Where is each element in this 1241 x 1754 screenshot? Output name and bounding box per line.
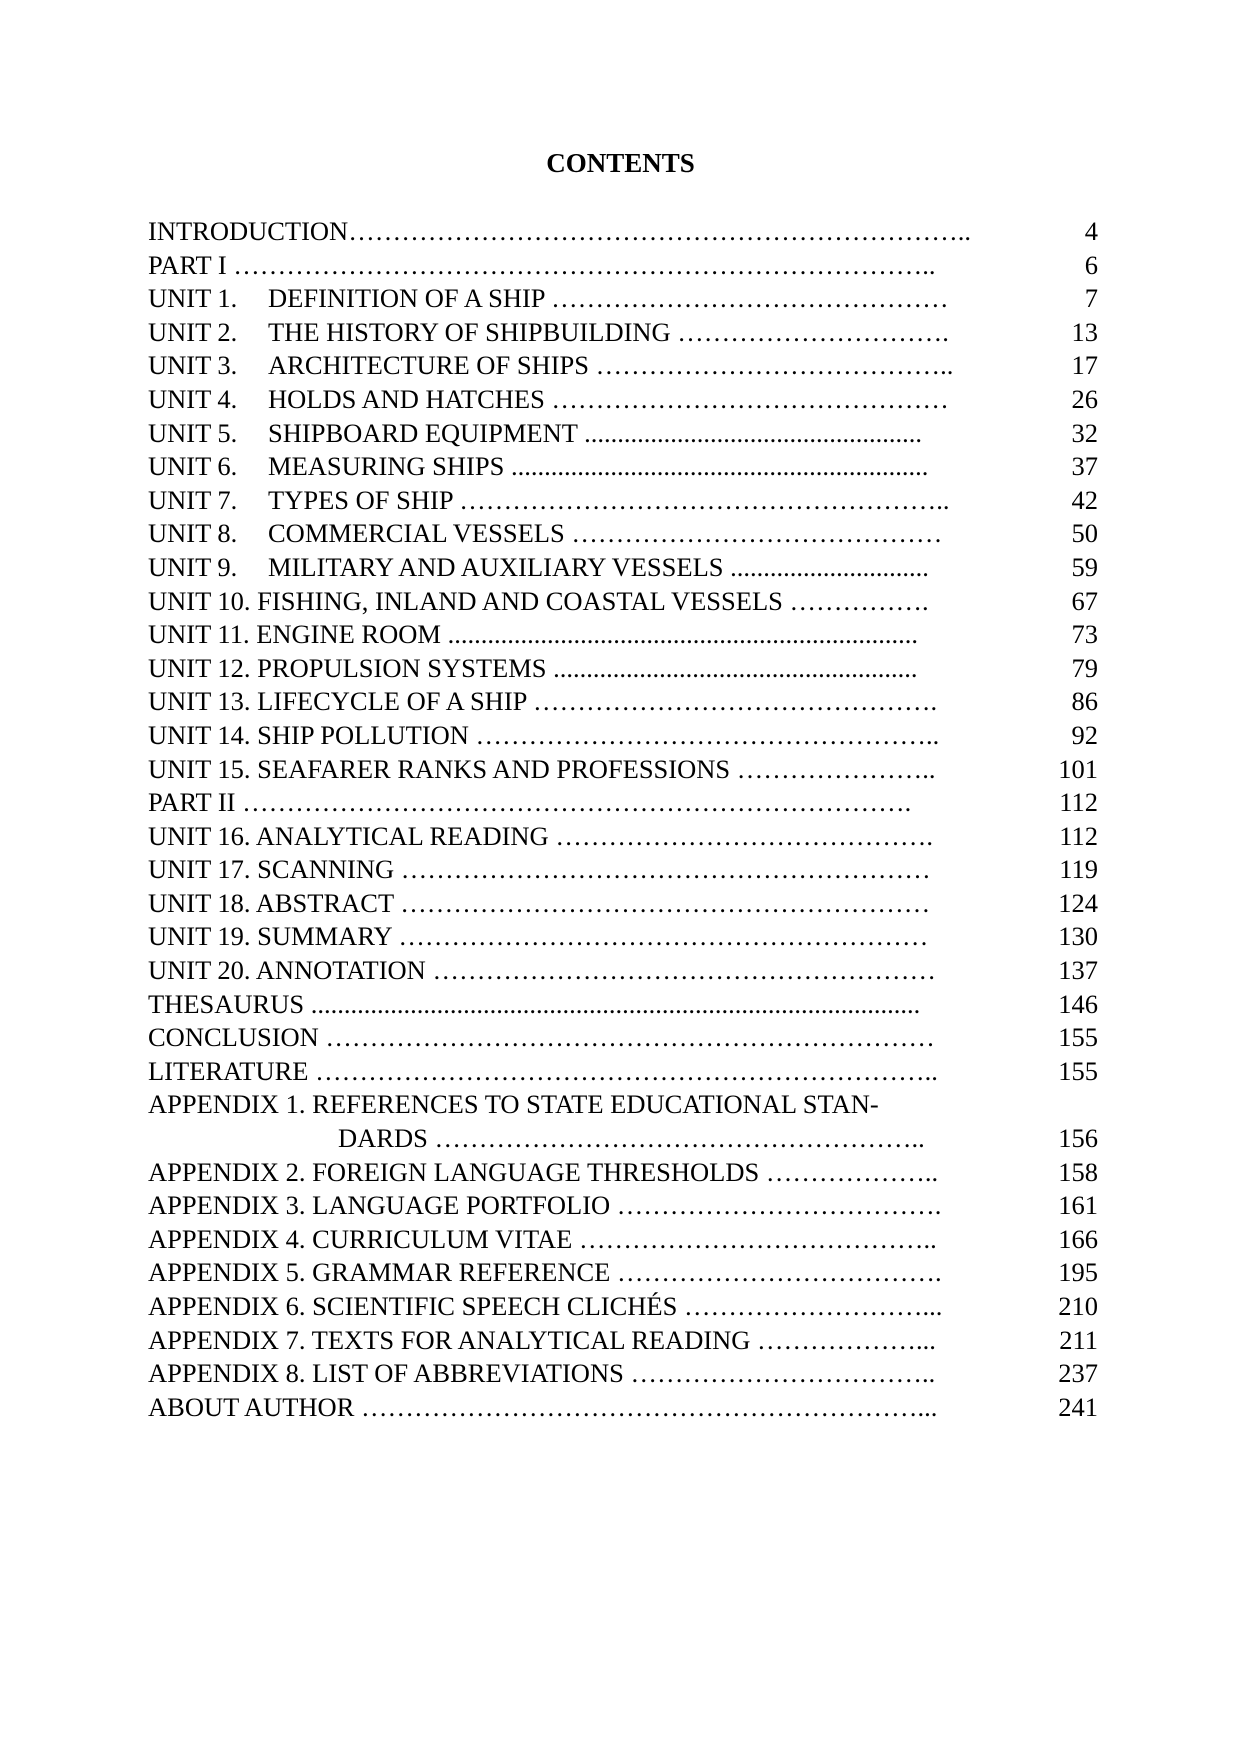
toc-entry-label (148, 517, 942, 551)
toc-entry-title: COMMERCIAL VESSELS …………………………………… (268, 518, 943, 549)
toc-entry-label: PART I …………………………………………………………………….. (148, 249, 936, 280)
toc-entry-page: 6 (1084, 249, 1098, 280)
toc-entry-page: 130 (1058, 921, 1098, 952)
toc-entry-appendix-3 (148, 1189, 1098, 1223)
toc-entry-appendix-7 (148, 1324, 1098, 1358)
toc-entry-page: 67 (1071, 585, 1098, 616)
toc-entry-label: UNIT 19. SUMMARY …………………………………………………… (148, 921, 929, 952)
toc-entry-unit-13 (148, 685, 1098, 719)
toc-entry-unit-number: UNIT 9. (148, 551, 238, 582)
toc-entry-label-continuation: DARDS ……………………………………………….. (338, 1123, 925, 1154)
toc-entry-title: DEFINITION OF A SHIP ……………………………………… (268, 283, 949, 314)
toc-entry-page: 158 (1058, 1156, 1098, 1187)
toc-entry-literature (148, 1055, 1098, 1089)
toc-entry-label: APPENDIX 7. TEXTS FOR ANALYTICAL READING ………………... (148, 1324, 936, 1355)
toc-entry-label: UNIT 17. SCANNING …………………………………………………… (148, 854, 931, 885)
toc-entry-label (148, 383, 949, 417)
toc-entry-label (148, 450, 928, 484)
toc-entry-label: UNIT 10. FISHING, INLAND AND COASTAL VESSELS ……………. (148, 585, 929, 616)
toc-entry-page: 37 (1071, 451, 1098, 482)
toc-entry-page: 59 (1071, 551, 1098, 582)
toc-entry-label: APPENDIX 6. SCIENTIFIC SPEECH CLICHÉS ………………………... (148, 1291, 943, 1321)
toc-entry-unit-number: UNIT 5. (148, 417, 238, 448)
toc-entry-unit-18 (148, 887, 1098, 921)
toc-entry-label: INTRODUCTION…………………………………………………………….. (148, 216, 971, 246)
toc-entry-page: 124 (1058, 887, 1098, 918)
toc-entry-page: 7 (1084, 283, 1098, 314)
toc-entry-unit-20 (148, 954, 1098, 988)
toc-entry-title: ARCHITECTURE OF SHIPS ………………………………….. (268, 350, 954, 381)
toc-entry-unit-11 (148, 618, 1098, 652)
toc-entry-unit-16 (148, 820, 1098, 854)
toc-entry-label: THESAURUS ............................................................................................ (148, 988, 921, 1019)
toc-entry-label: LITERATURE …………………………………………………………….. (148, 1055, 938, 1086)
toc-entry-page: 155 (1058, 1022, 1098, 1053)
toc-entry-unit-5 (148, 417, 1098, 451)
toc-entry-unit-9 (148, 551, 1098, 585)
toc-entry-unit-19 (148, 920, 1098, 954)
toc-entry-page: 146 (1058, 988, 1098, 1019)
toc-entry-part-2 (148, 786, 1098, 820)
toc-entry-title: MEASURING SHIPS ............................................................... (268, 451, 929, 482)
toc-entry-label: PART II …………………………………………………………………. (148, 787, 912, 818)
toc-entry-page: 119 (1059, 854, 1098, 885)
toc-entry-label (148, 484, 949, 518)
toc-entry-title: TYPES OF SHIP ……………………………………………….. (268, 484, 950, 515)
toc-entry-page: 13 (1071, 316, 1098, 347)
toc-entry-page: 112 (1059, 820, 1098, 851)
toc-entry-label (148, 316, 949, 350)
toc-entry-thesaurus (148, 988, 1098, 1022)
toc-entry-label: APPENDIX 5. GRAMMAR REFERENCE ………………………………. (148, 1257, 942, 1288)
toc-entry-unit-1 (148, 282, 1098, 316)
toc-entry-label (148, 417, 922, 451)
toc-entry-page: 210 (1058, 1291, 1098, 1321)
toc-entry-unit-number: UNIT 6. (148, 451, 238, 482)
toc-entry-page: 26 (1071, 383, 1098, 414)
toc-entry-page: 112 (1059, 787, 1098, 818)
toc-entry-page: 86 (1071, 686, 1098, 717)
toc-entry-label: UNIT 11. ENGINE ROOM ....................................................................... (148, 619, 918, 650)
toc-entry-title: MILITARY AND AUXILIARY VESSELS .............................. (268, 551, 929, 582)
toc-entry-unit-number: UNIT 1. (148, 283, 238, 314)
toc-entry-title: THE HISTORY OF SHIPBUILDING …………………………. (268, 316, 949, 347)
table-of-contents (148, 215, 1098, 1424)
toc-entry-unit-7 (148, 484, 1098, 518)
toc-entry-page: 50 (1071, 518, 1098, 549)
toc-entry-page: 92 (1071, 719, 1098, 750)
toc-entry-appendix-4 (148, 1223, 1098, 1257)
toc-entry-label: UNIT 16. ANALYTICAL READING ……………………………………. (148, 820, 933, 851)
toc-entry-page: 161 (1058, 1190, 1098, 1221)
toc-entry-label: UNIT 15. SEAFARER RANKS AND PROFESSIONS ………………….. (148, 753, 936, 784)
toc-entry-label: UNIT 12. PROPULSION SYSTEMS ....................................................... (148, 652, 918, 683)
page-title: CONTENTS (546, 148, 695, 178)
toc-entry-label: CONCLUSION …………………………………………………………… (148, 1022, 935, 1053)
toc-entry-page: 73 (1071, 619, 1098, 650)
toc-entry-unit-number: UNIT 2. (148, 316, 238, 347)
toc-entry-page: 195 (1058, 1257, 1098, 1288)
toc-entry-unit-2 (148, 316, 1098, 350)
toc-entry-page: 101 (1058, 753, 1098, 784)
toc-entry-page: 137 (1058, 955, 1098, 986)
toc-entry-label: APPENDIX 8. LIST OF ABBREVIATIONS …………………………….. (148, 1358, 936, 1389)
toc-entry-page: 155 (1058, 1055, 1098, 1086)
toc-entry-unit-4 (148, 383, 1098, 417)
toc-entry-unit-10 (148, 585, 1098, 619)
toc-entry-unit-17 (148, 853, 1098, 887)
toc-entry-title: HOLDS AND HATCHES ……………………………………… (268, 383, 949, 414)
toc-entry-page: 42 (1071, 484, 1098, 515)
toc-entry-unit-8 (148, 517, 1098, 551)
toc-entry-page: 241 (1058, 1391, 1098, 1422)
toc-entry-unit-3 (148, 349, 1098, 383)
toc-entry-label: UNIT 20. ANNOTATION ………………………………………………… (148, 955, 936, 986)
toc-entry-title: SHIPBOARD EQUIPMENT ................................................... (268, 417, 922, 448)
toc-entry-unit-number: UNIT 8. (148, 518, 238, 549)
toc-entry-page: 4 (1084, 216, 1098, 246)
toc-entry-appendix-2 (148, 1156, 1098, 1190)
toc-entry-label: APPENDIX 4. CURRICULUM VITAE ………………………………….. (148, 1223, 937, 1254)
toc-entry-label: UNIT 14. SHIP POLLUTION …………………………………………….. (148, 719, 940, 750)
toc-entry-label: APPENDIX 3. LANGUAGE PORTFOLIO ………………………………. (148, 1190, 942, 1221)
toc-entry-appendix-6 (148, 1290, 1098, 1324)
toc-entry-label: ABOUT AUTHOR ………………………………………………………... (148, 1391, 938, 1422)
toc-entry-page: 79 (1071, 652, 1098, 683)
toc-entry-label: APPENDIX 2. FOREIGN LANGUAGE THRESHOLDS ……………….. (148, 1156, 939, 1187)
toc-entry-unit-6 (148, 450, 1098, 484)
toc-entry-page: 211 (1059, 1324, 1098, 1355)
toc-entry-label: UNIT 18. ABSTRACT …………………………………………………… (148, 887, 931, 918)
toc-entry-label: UNIT 13. LIFECYCLE OF A SHIP ………………………………………. (148, 686, 938, 717)
toc-entry-about-author (148, 1391, 1098, 1425)
toc-entry-unit-14 (148, 719, 1098, 753)
toc-entry-unit-number: UNIT 7. (148, 484, 238, 515)
toc-entry-appendix-1 (148, 1088, 1098, 1155)
toc-entry-appendix-5 (148, 1256, 1098, 1290)
toc-entry-introduction (148, 215, 1098, 249)
toc-entry-unit-number: UNIT 4. (148, 383, 238, 414)
toc-entry-appendix-8 (148, 1357, 1098, 1391)
toc-entry-unit-12 (148, 652, 1098, 686)
toc-entry-page: 166 (1058, 1223, 1098, 1254)
toc-entry-page: 237 (1058, 1358, 1098, 1389)
toc-entry-label (148, 282, 949, 316)
toc-entry-conclusion (148, 1021, 1098, 1055)
toc-entry-page: 32 (1071, 417, 1098, 448)
toc-entry-label (148, 349, 953, 383)
toc-entry-page: 156 (1058, 1123, 1098, 1154)
toc-entry-label (148, 551, 929, 585)
toc-entry-part-1 (148, 249, 1098, 283)
toc-entry-unit-15 (148, 753, 1098, 787)
toc-entry-unit-number: UNIT 3. (148, 350, 238, 381)
toc-entry-page: 17 (1071, 350, 1098, 381)
toc-entry-label: APPENDIX 1. REFERENCES TO STATE EDUCATIONAL STAN- (148, 1089, 879, 1120)
